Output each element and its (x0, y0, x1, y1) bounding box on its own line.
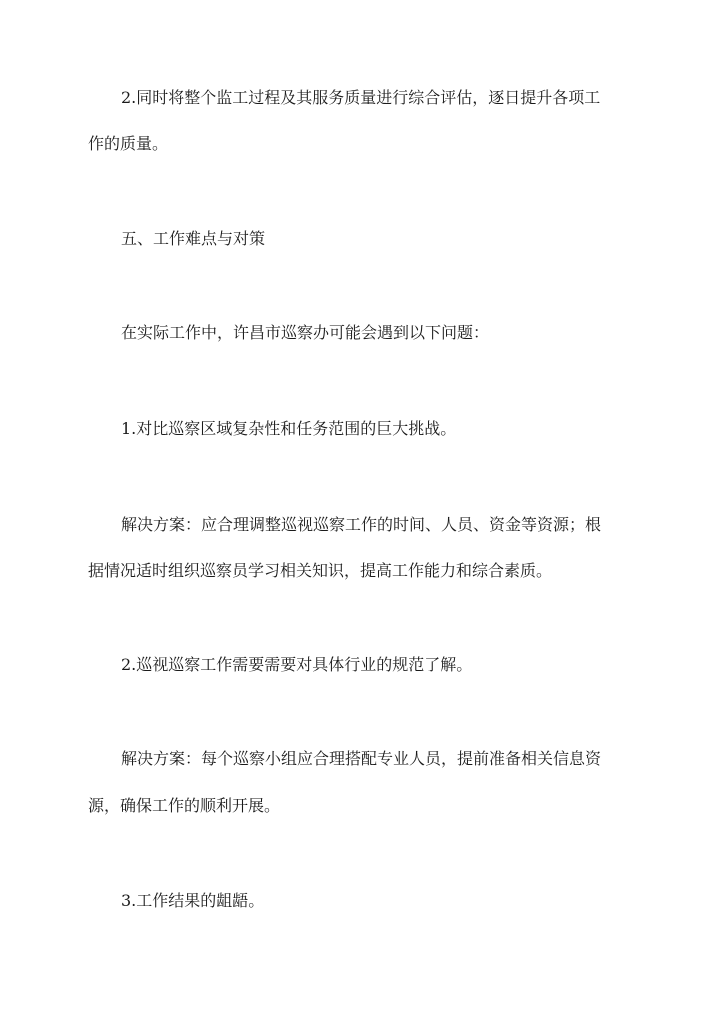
paragraph-2-line-1: 2.同时将整个监工过程及其服务质量进行综合评估，逐日提升各项工 (121, 88, 601, 107)
intro-paragraph: 在实际工作中，许昌市巡察办可能会遇到以下问题： (121, 323, 490, 342)
section-heading-5: 五、工作难点与对策 (121, 229, 266, 248)
paragraph-2-line-2: 作的质量。 (88, 134, 169, 153)
problem-1: 1.对比巡察区域复杂性和任务范围的巨大挑战。 (121, 419, 457, 438)
problem-3: 3.工作结果的龃龉。 (121, 891, 265, 910)
solution-1-line-1: 解决方案：应合理调整巡视巡察工作的时间、人员、资金等资源；根 (121, 515, 602, 534)
problem-2: 2.巡视巡察工作需要需要对具体行业的规范了解。 (121, 655, 473, 674)
solution-2-line-2: 源，确保工作的顺利开展。 (88, 796, 281, 815)
solution-2-line-1: 解决方案：每个巡察小组应合理搭配专业人员，提前准备相关信息资 (121, 749, 602, 768)
solution-1-line-2: 据情况适时组织巡察员学习相关知识，提高工作能力和综合素质。 (88, 561, 553, 580)
